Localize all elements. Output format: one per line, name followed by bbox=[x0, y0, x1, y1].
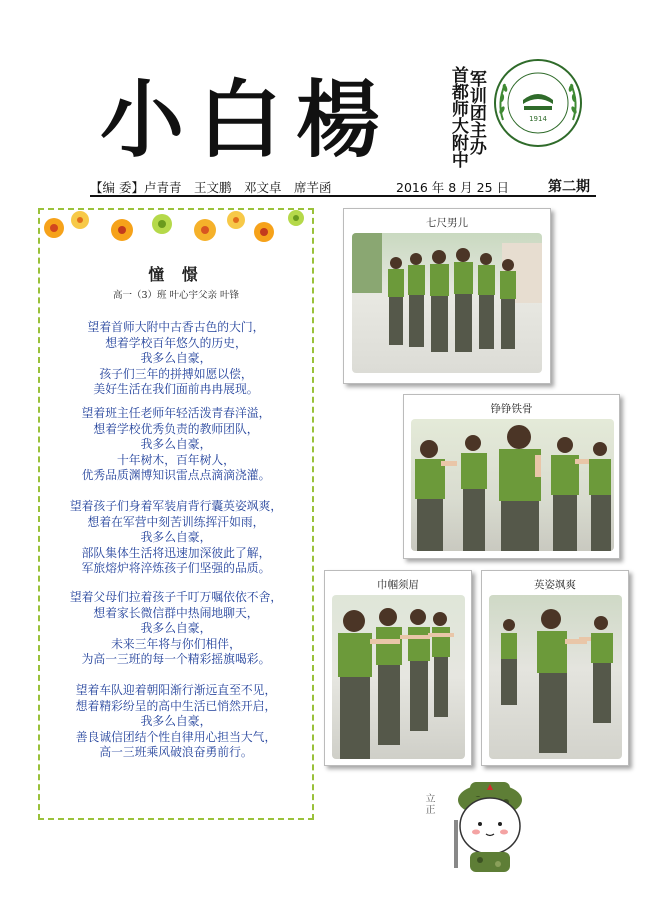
poem-line: 望着首师大附中古香古色的大门， bbox=[87, 320, 265, 334]
organizer-text-2: 首都师大附中 bbox=[447, 66, 468, 168]
photo-image-1 bbox=[352, 233, 542, 373]
editors-names: 卢青青 王文鹏 邓文卓 席芊函 bbox=[143, 180, 332, 195]
header-divider bbox=[90, 195, 596, 197]
photo-card-3 bbox=[324, 570, 472, 766]
poem-line: 想着家长微信群中热闹地聊天， bbox=[93, 605, 259, 620]
poem-line: 未来三年将与你们相伴， bbox=[111, 636, 241, 651]
issue-date: 2016 年 8 月 25 日 bbox=[396, 180, 510, 195]
poem-stanza-2 bbox=[38, 406, 314, 484]
photo-image-2 bbox=[411, 419, 614, 551]
poem-line: 为高一三班的每一个精彩摇旗喝彩。 bbox=[81, 652, 271, 666]
poem-line: 我多么自豪， bbox=[140, 437, 212, 451]
school-seal-logo bbox=[493, 58, 583, 148]
photo-image-3 bbox=[332, 595, 465, 759]
poem-line: 想着学校优秀负责的教师团队， bbox=[93, 421, 259, 436]
poem-line: 我多么自豪， bbox=[140, 351, 212, 365]
organizer-text-1: 军训团主办 bbox=[465, 70, 486, 155]
photo-image-4 bbox=[489, 595, 622, 759]
poem-line: 优秀品质渊博知识雷点点滴滴浇灌。 bbox=[81, 468, 271, 482]
poem-line: 想着在军营中刻苦训练挥汗如雨， bbox=[87, 514, 265, 529]
poem-line: 我多么自豪， bbox=[140, 621, 212, 635]
poem-line: 我多么自豪， bbox=[140, 530, 212, 544]
photo-caption-3: 巾帼须眉 bbox=[377, 579, 419, 591]
poem-stanza-3 bbox=[38, 499, 314, 577]
photo-card-4 bbox=[481, 570, 629, 766]
poem-title: 憧 憬 bbox=[148, 265, 204, 284]
poem-line: 高一三班乘风破浪奋勇前行。 bbox=[99, 745, 253, 759]
editors-label: 【编 委】 bbox=[90, 180, 144, 195]
poem-line: 望着父母们拉着孩子千叮万嘱依依不舍， bbox=[69, 590, 283, 604]
poem-line: 部队集体生活将迅速加深彼此了解， bbox=[81, 545, 271, 560]
poem-line: 军旅熔炉将淬炼孩子们坚强的品质。 bbox=[81, 561, 271, 575]
photo-card-2 bbox=[403, 394, 620, 559]
photo-caption-4: 英姿飒爽 bbox=[534, 579, 576, 591]
newspaper-title: 小白楊 bbox=[100, 70, 395, 169]
flower-border-decoration bbox=[40, 210, 312, 260]
seal-year: 1914 bbox=[529, 115, 547, 123]
poem-author: 高一（3）班 叶心宇父亲 叶锋 bbox=[112, 290, 240, 301]
poem-line: 十年树木，百年树人， bbox=[117, 452, 235, 467]
poem-line: 望着车队迎着朝阳渐行渐远直至不见， bbox=[75, 683, 277, 697]
poem-line: 想着精彩纷呈的高中生活已悄然开启， bbox=[75, 698, 277, 713]
poem-stanza-1 bbox=[38, 320, 314, 398]
poem-line: 望着孩子们身着军装肩背行囊英姿飒爽， bbox=[69, 499, 283, 513]
poem-stanza-5 bbox=[38, 683, 314, 761]
photo-caption-1: 七尺男儿 bbox=[426, 217, 468, 229]
poem-line: 我多么自豪， bbox=[140, 714, 212, 728]
photo-card-1 bbox=[343, 208, 551, 384]
editorial-board-line bbox=[90, 178, 596, 196]
poem-stanza-4 bbox=[38, 590, 314, 668]
poem-line: 孩子们三年的拼搏如愿以偿， bbox=[99, 366, 253, 381]
poem-line: 想着学校百年悠久的历史， bbox=[105, 335, 247, 350]
issue-number: 第二期 bbox=[548, 179, 590, 195]
soldier-mascot-illustration bbox=[440, 772, 540, 874]
poem-line: 美好生活在我们面前冉冉展现。 bbox=[93, 382, 259, 396]
mascot-sign-text: 立正 bbox=[425, 794, 435, 816]
poem-line: 望着班主任老师年轻活泼青春洋溢， bbox=[81, 406, 271, 420]
poem-line: 善良诚信团结个性自律用心担当大气， bbox=[75, 729, 277, 744]
photo-caption-2: 铮铮铁骨 bbox=[490, 403, 533, 415]
